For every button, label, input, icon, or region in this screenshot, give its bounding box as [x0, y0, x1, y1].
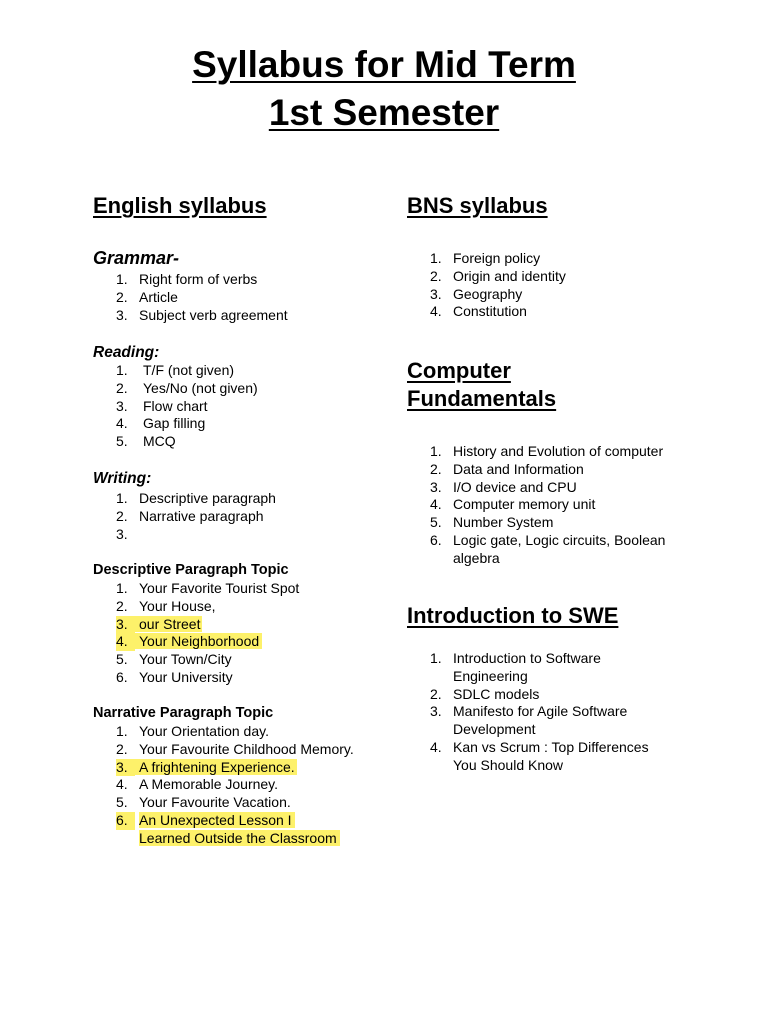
- list-item: 5. MCQ: [116, 433, 176, 450]
- list-item: 1. Right form of verbs: [116, 271, 258, 287]
- list-item: 1. Descriptive paragraph: [116, 490, 276, 506]
- reading-heading: Reading:: [93, 344, 160, 361]
- swe-list: [407, 650, 672, 775]
- page-title: Syllabus for Mid Term: [192, 44, 576, 85]
- list-item: 4. A Memorable Journey.: [116, 776, 279, 793]
- list-item: 2. Data and Information: [430, 460, 584, 477]
- list-item: 6. Your University: [116, 668, 233, 685]
- list-item: 5. Your Favourite Vacation.: [116, 794, 291, 811]
- list-item: 1. Your Orientation day.: [116, 723, 269, 739]
- list-item: 2. Narrative paragraph: [116, 507, 264, 524]
- bns-list: [407, 250, 707, 321]
- list-item: 1. History and Evolution of computer: [430, 443, 664, 459]
- list-item: 3. Subject verb agreement: [116, 306, 288, 323]
- list-item: 2. Yes/No (not given): [116, 379, 258, 396]
- reading-list: [93, 362, 373, 451]
- computer-fundamentals-heading-line2: Fundamentals: [407, 386, 557, 411]
- list-item: 4. Constitution: [430, 303, 527, 320]
- list-item: 1. Introduction to Software Engineering: [430, 650, 601, 684]
- page-subtitle: 1st Semester: [268, 92, 500, 133]
- list-item: 1. T/F (not given): [116, 362, 235, 378]
- computer-list: [407, 443, 687, 568]
- narrative-topic-heading: Narrative Paragraph Topic: [93, 705, 274, 721]
- list-item: 4. Computer memory unit: [430, 496, 596, 513]
- list-item: 6. Logic gate, Logic circuits, Boolean algebra: [430, 531, 666, 566]
- list-item: 5. Your Town/City: [116, 651, 232, 668]
- list-item: 2. Article: [116, 288, 178, 305]
- narrative-topic-list: [93, 723, 373, 848]
- descriptive-topic-heading: Descriptive Paragraph Topic: [93, 562, 289, 578]
- list-item-highlighted: 3. our Street: [116, 615, 201, 632]
- swe-heading: Introduction to SWE: [407, 603, 619, 628]
- descriptive-topic-list: [93, 580, 373, 687]
- computer-fundamentals-heading-line1: Computer: [407, 358, 511, 383]
- writing-heading: Writing:: [93, 470, 152, 487]
- writing-list: 1. Descriptive paragraph 2. Narrative paragraph 3.: [93, 490, 373, 526]
- list-item: 3. Geography: [430, 285, 523, 302]
- list-item: 1. Foreign policy: [430, 250, 541, 266]
- list-item: 2. SDLC models: [430, 685, 540, 702]
- list-item: 5. Number System: [430, 514, 554, 531]
- list-item: 3. I/O device and CPU: [430, 478, 577, 495]
- list-item-highlighted: 4. Your Neighborhood: [93, 633, 373, 651]
- list-item: 2. Origin and identity: [430, 267, 566, 284]
- grammar-heading: Grammar-: [93, 248, 180, 268]
- list-item: 4. Kan vs Scrum : Top Differences You Should Know: [430, 738, 649, 773]
- list-item: 3. Manifesto for Agile Software Development: [430, 703, 628, 738]
- list-item: 3. Flow chart: [116, 397, 208, 414]
- english-syllabus-heading: English syllabus: [93, 193, 267, 218]
- list-item-highlighted: 6. An Unexpected Lesson I Learned Outside the Classroom: [93, 812, 373, 848]
- list-item: 1. Your Favorite Tourist Spot: [116, 580, 300, 596]
- list-item: 4. Gap filling: [116, 415, 206, 432]
- bns-syllabus-heading: BNS syllabus: [407, 193, 548, 218]
- list-item-highlighted: 3. A frightening Experience.: [116, 758, 295, 775]
- list-item: 2. Your Favourite Childhood Memory.: [116, 740, 354, 757]
- list-item: 2. Your House,: [116, 597, 216, 614]
- grammar-list: [93, 271, 373, 324]
